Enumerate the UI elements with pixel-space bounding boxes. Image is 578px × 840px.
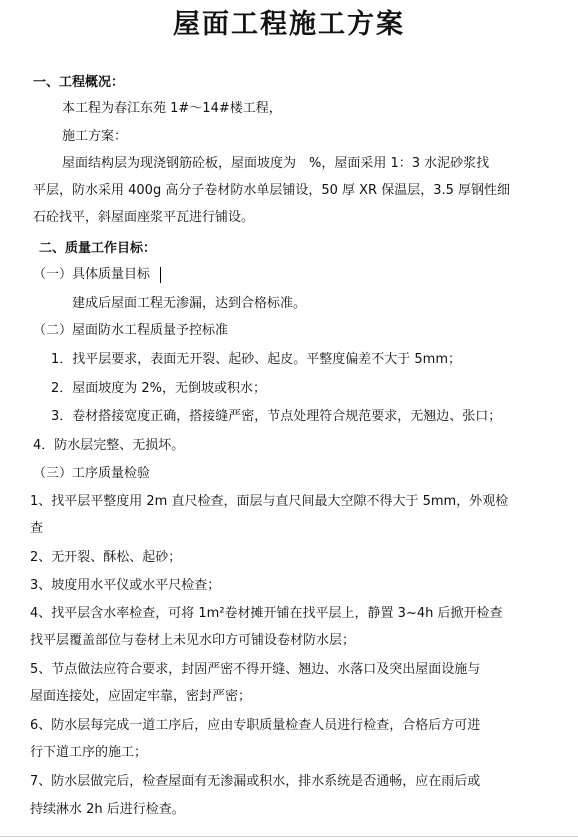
paragraph-line: 石砼找平，斜屋面座浆平瓦进行铺设。 (33, 210, 255, 225)
list-item-continuation: 查 (30, 521, 44, 536)
list-item: 1．找平层要求，表面无开裂、起砂、起皮。平整度偏差不大于 5mm； (51, 352, 462, 367)
document-title: 屋面工程施工方案 (173, 9, 405, 40)
list-item: 2．屋面坡度为 2%，无倒坡或积水； (51, 381, 267, 396)
list-item: 4、找平层含水率检查，可将 1m²卷材摊开铺在找平层上，静置 3~4h 后掀开检查 (30, 606, 503, 621)
list-item: 7、防水层做完后，检查屋面有无渗漏或积水，排水系统是否通畅，应在雨后或 (30, 774, 481, 789)
text-cursor (160, 267, 161, 283)
paragraph-line: 建成后屋面工程无渗漏，达到合格标准。 (72, 296, 307, 311)
paragraph-line: 平层，防水采用 400g 高分子卷材防水单层铺设，50 厚 XR 保温层，3.5 厚钢性细 (33, 183, 511, 198)
page-bottom-divider (0, 836, 578, 837)
list-item: 1、找平层平整度用 2m 直尺检查，面层与直尺间最大空隙不得大于 5mm，外观检 (30, 494, 509, 509)
list-item: 3．卷材搭接宽度正确，搭接缝严密，节点处理符合规范要求，无翘边、张口； (51, 409, 502, 424)
list-item-continuation: 持续淋水 2h 后进行检查。 (30, 802, 185, 817)
list-item: 4．防水层完整、无损坏。 (33, 438, 185, 453)
paragraph-line: 施工方案： (62, 129, 128, 144)
list-item: 2、无开裂、酥松、起砂； (30, 550, 182, 565)
section-heading-quality-goals: 二、质量工作目标： (39, 241, 157, 256)
list-item: 3、坡度用水平仪或水平尺检查； (30, 578, 221, 593)
subsection-heading: （一）具体质量目标 (33, 267, 151, 282)
list-item: 5、节点做法应符合要求，封固严密不得开缝、翘边、水落口及突出屋面设施与 (30, 662, 481, 677)
paragraph-line: 屋面结构层为现浇钢筋砼板，屋面坡度为 %，屋面采用 1：3 水泥砂浆找 (62, 156, 490, 171)
section-heading-overview: 一、工程概况： (33, 75, 125, 90)
list-item-continuation: 行下道工序的施工； (30, 745, 148, 760)
list-item-continuation: 屋面连接处，应固定牢靠，密封严密； (30, 689, 252, 704)
list-item-continuation: 找平层覆盖部位与卷材上未见水印方可铺设卷材防水层； (30, 633, 356, 648)
subsection-heading: （三）工序质量检验 (33, 466, 151, 481)
paragraph-line: 本工程为春江东苑 1#～14#楼工程， (62, 101, 282, 116)
subsection-heading: （二）屋面防水工程质量予控标准 (33, 323, 229, 338)
list-item: 6、防水层每完成一道工序后，应由专职质量检查人员进行检查，合格后方可进 (30, 718, 481, 733)
